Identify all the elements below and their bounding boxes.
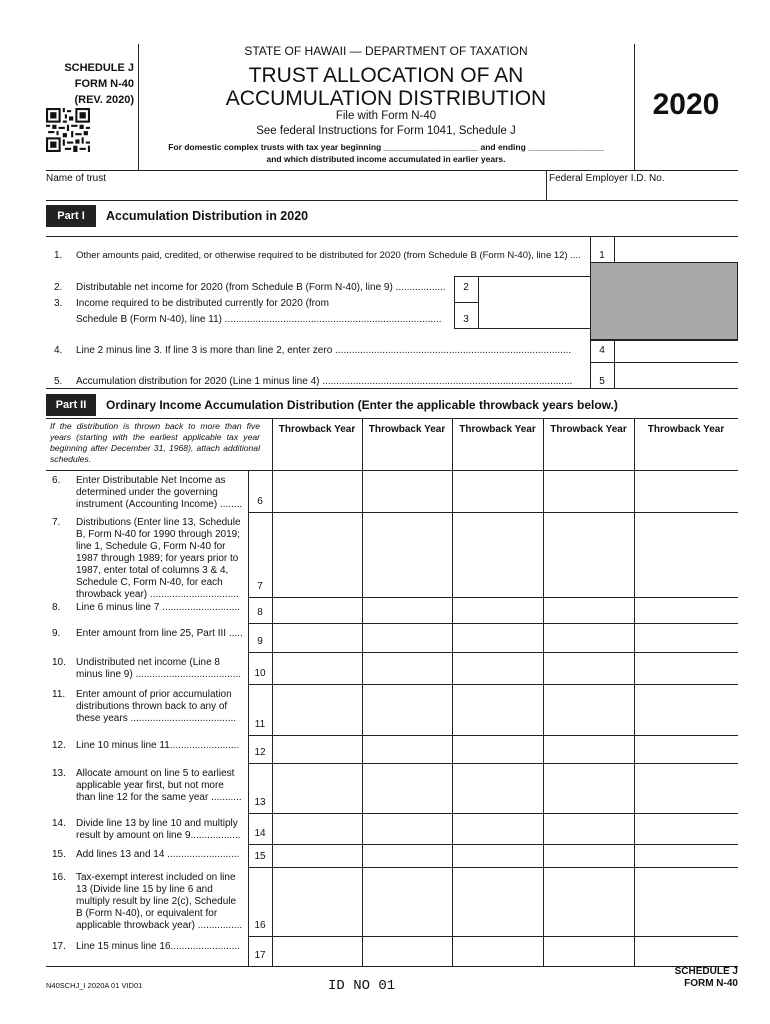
line-number: 17. — [52, 941, 66, 952]
form-year: 2020 — [652, 88, 720, 121]
line-description: Enter Distributable Net Income as determined under the governing instrument (Accounting Income) ........ — [76, 475, 243, 510]
line-5-number: 5. — [54, 376, 63, 387]
line-7-year-3-field[interactable] — [453, 513, 543, 596]
line-17-year-2-field[interactable] — [363, 937, 452, 965]
line-description: Tax-exempt interest included on line 13 (Divide line 15 by line 6 and multiply result by line 2(c), Schedule B (Form N-40), or equivalent for applicable throwback year) ................ — [76, 872, 243, 931]
line-16-year-3-field[interactable] — [453, 868, 543, 935]
line-14-year-1-field[interactable] — [273, 814, 362, 843]
footer-schedule-id: SCHEDULE J FORM N-40 — [674, 966, 738, 989]
line-7-year-2-field[interactable] — [363, 513, 452, 596]
line-17-year-4-field[interactable] — [544, 937, 634, 965]
line-8-year-3-field[interactable] — [453, 598, 543, 622]
part-2-instructions: If the distribution is thrown back to more than five years (starting with the earliest applicable tax year beginning after December 31, 1968), attach additional schedules. — [50, 421, 260, 464]
name-of-trust-field[interactable] — [46, 186, 544, 200]
line-8-year-5-field[interactable] — [635, 598, 738, 622]
line-8-year-1-field[interactable] — [273, 598, 362, 622]
throwback-year-header-3: Throwback Year — [459, 424, 536, 435]
line-box-number: 11 — [254, 719, 266, 730]
shaded-area — [590, 262, 738, 340]
line-13-year-2-field[interactable] — [363, 764, 452, 812]
line-description: Enter amount of prior accumulation distributions thrown back to any of these years ...................................... — [76, 689, 237, 724]
line-10-year-4-field[interactable] — [544, 653, 634, 683]
line-2-3-amounts[interactable] — [479, 277, 589, 327]
line-description: Divide line 13 by line 10 and multiply result by amount on line 9.................. — [76, 818, 241, 841]
form-title: TRUST ALLOCATION OF AN ACCUMULATION DISTRIBUTION — [225, 64, 547, 110]
file-with-note: File with Form N-40 — [335, 110, 437, 122]
tax-year-note: and which distributed income accumulated in earlier years. — [266, 154, 506, 164]
line-box-number: 9 — [257, 636, 263, 647]
line-box-number: 17 — [254, 950, 266, 961]
agency-name: STATE OF HAWAII — DEPARTMENT OF TAXATION — [244, 44, 528, 58]
line-9-year-5-field[interactable] — [635, 624, 738, 651]
line-17-year-5-field[interactable] — [635, 937, 738, 965]
line-description: Line 15 minus line 16......................... — [76, 941, 240, 952]
line-12-year-1-field[interactable] — [273, 736, 362, 762]
instructions-note: See federal Instructions for Form 1041, Schedule J — [256, 125, 516, 137]
tax-year-line[interactable]: For domestic complex trusts with tax year beginning ____________________ and ending ________________ — [168, 142, 604, 152]
line-4-amount[interactable] — [615, 341, 737, 361]
line-6-year-3-field[interactable] — [453, 471, 543, 511]
line-3-text: Income required to be distributed currently for 2020 (from — [76, 298, 329, 309]
line-number: 16. — [52, 872, 66, 883]
line-5-text: Accumulation distribution for 2020 (Line 1 minus line 4) .......................................................................................... — [76, 376, 573, 387]
line-14-year-4-field[interactable] — [544, 814, 634, 843]
line-11-year-3-field[interactable] — [453, 685, 543, 734]
line-description: Line 6 minus line 7 ............................ — [76, 602, 240, 613]
form-code: N40SCHJ_I 2020A 01 VID01 — [46, 981, 143, 990]
line-description: Allocate amount on line 5 to earliest applicable year first, but not more than line 12 for the same year ........... — [76, 768, 242, 803]
part-1-title: Accumulation Distribution in 2020 — [106, 209, 309, 223]
line-1-number: 1. — [54, 250, 63, 261]
part-2-title: Ordinary Income Accumulation Distribution (Enter the applicable throwback years below.) — [106, 398, 618, 412]
line-14-year-3-field[interactable] — [453, 814, 543, 843]
throwback-year-header-2: Throwback Year — [368, 424, 446, 435]
line-12-year-4-field[interactable] — [544, 736, 634, 762]
line-16-year-1-field[interactable] — [273, 868, 362, 935]
line-5-box: 5 — [599, 376, 605, 387]
line-15-year-5-field[interactable] — [635, 845, 738, 866]
line-12-year-3-field[interactable] — [453, 736, 543, 762]
line-box-number: 6 — [257, 496, 263, 507]
line-number: 9. — [52, 628, 61, 639]
line-4-box: 4 — [599, 345, 605, 356]
line-8-year-4-field[interactable] — [544, 598, 634, 622]
line-box-number: 10 — [254, 668, 266, 679]
line-10-year-2-field[interactable] — [363, 653, 452, 683]
line-description: Undistributed net income (Line 8 minus line 9) ...................................... — [76, 657, 242, 680]
line-description: Add lines 13 and 14 .......................... — [76, 849, 240, 860]
line-box-number: 16 — [254, 920, 266, 931]
line-11-year-5-field[interactable] — [635, 685, 738, 734]
fein-label: Federal Employer I.D. No. — [549, 173, 665, 184]
line-11-year-2-field[interactable] — [363, 685, 452, 734]
line-number: 11. — [52, 689, 66, 700]
line-14-year-5-field[interactable] — [635, 814, 738, 843]
line-11-year-4-field[interactable] — [544, 685, 634, 734]
line-6-year-1-field[interactable] — [273, 471, 362, 511]
line-16-year-2-field[interactable] — [363, 868, 452, 935]
line-3-text-cont: Schedule B (Form N-40), line 11) .............................................................................. — [76, 314, 442, 325]
line-11-year-1-field[interactable] — [273, 685, 362, 734]
schedule-id: SCHEDULE J FORM N-40 (REV. 2020) — [64, 62, 134, 106]
throwback-year-header-4: Throwback Year — [550, 424, 627, 435]
part-1-label: Part I — [46, 205, 96, 227]
line-7-year-5-field[interactable] — [635, 513, 738, 596]
throwback-year-header-1: Throwback Year — [278, 424, 356, 435]
line-6-year-2-field[interactable] — [363, 471, 452, 511]
line-7-year-4-field[interactable] — [544, 513, 634, 596]
line-6-year-5-field[interactable] — [635, 471, 738, 511]
line-description: Distributions (Enter line 13, Schedule B, Form N-40 for 1990 through 2019; line 1, Schedule G, Form N-40 for 1987 through 1989; for years prior to 1987, enter total of columns 3 & 4, Schedule C, Form N-40, for each throwback year) ................................ — [76, 517, 241, 600]
line-2-text: Distributable net income for 2020 (from Schedule B (Form N-40), line 9) .................. — [76, 282, 446, 293]
qr-code-icon — [46, 108, 90, 152]
line-13-year-1-field[interactable] — [273, 764, 362, 812]
line-number: 8. — [52, 602, 61, 613]
line-box-number: 14 — [254, 828, 266, 839]
line-10-year-3-field[interactable] — [453, 653, 543, 683]
line-10-year-1-field[interactable] — [273, 653, 362, 683]
line-number: 10. — [52, 657, 66, 668]
line-17-year-3-field[interactable] — [453, 937, 543, 965]
line-13-year-3-field[interactable] — [453, 764, 543, 812]
line-box-number: 7 — [257, 581, 263, 592]
line-number: 6. — [52, 475, 61, 486]
line-7-year-1-field[interactable] — [273, 513, 362, 596]
line-9-year-2-field[interactable] — [363, 624, 452, 651]
line-2-number: 2. — [54, 282, 63, 293]
line-15-year-3-field[interactable] — [453, 845, 543, 866]
line-box-number: 15 — [254, 851, 266, 862]
line-5-amount[interactable] — [615, 363, 737, 387]
line-number: 13. — [52, 768, 66, 779]
line-number: 7. — [52, 517, 61, 528]
line-description: Enter amount from line 25, Part III ..... — [76, 628, 243, 639]
line-1-text: Other amounts paid, credited, or otherwise required to be distributed for 2020 (from Schedule B (Form N-40), line 12) .... — [76, 250, 581, 261]
line-box-number: 8 — [257, 607, 263, 618]
line-1-amount[interactable] — [615, 237, 737, 261]
line-15-year-4-field[interactable] — [544, 845, 634, 866]
line-17-year-1-field[interactable] — [273, 937, 362, 965]
line-3-number: 3. — [54, 298, 63, 309]
line-box-number: 12 — [254, 747, 266, 758]
line-9-year-3-field[interactable] — [453, 624, 543, 651]
part-2-label: Part II — [46, 394, 96, 416]
name-of-trust-label: Name of trust — [46, 173, 107, 184]
line-10-year-5-field[interactable] — [635, 653, 738, 683]
line-12-year-2-field[interactable] — [363, 736, 452, 762]
line-12-year-5-field[interactable] — [635, 736, 738, 762]
line-8-year-2-field[interactable] — [363, 598, 452, 622]
line-description: Line 10 minus line 11......................... — [76, 740, 240, 751]
line-13-year-5-field[interactable] — [635, 764, 738, 812]
line-3-box: 3 — [463, 314, 469, 325]
line-1-box: 1 — [599, 250, 605, 261]
line-9-year-4-field[interactable] — [544, 624, 634, 651]
line-4-text: Line 2 minus line 3. If line 3 is more than line 2, enter zero ..................................................................................... — [76, 345, 572, 356]
fein-field[interactable] — [549, 186, 737, 200]
line-number: 14. — [52, 818, 66, 829]
line-6-year-4-field[interactable] — [544, 471, 634, 511]
line-4-number: 4. — [54, 345, 63, 356]
throwback-year-header-5: Throwback Year — [647, 424, 725, 435]
line-number: 15. — [52, 849, 66, 860]
line-box-number: 13 — [254, 797, 266, 808]
line-16-year-5-field[interactable] — [635, 868, 738, 935]
line-15-year-2-field[interactable] — [363, 845, 452, 866]
line-15-year-1-field[interactable] — [273, 845, 362, 866]
line-14-year-2-field[interactable] — [363, 814, 452, 843]
line-16-year-4-field[interactable] — [544, 868, 634, 935]
line-9-year-1-field[interactable] — [273, 624, 362, 651]
id-number: ID NO 01 — [328, 978, 396, 994]
line-number: 12. — [52, 740, 66, 751]
line-13-year-4-field[interactable] — [544, 764, 634, 812]
line-2-box: 2 — [463, 282, 469, 293]
